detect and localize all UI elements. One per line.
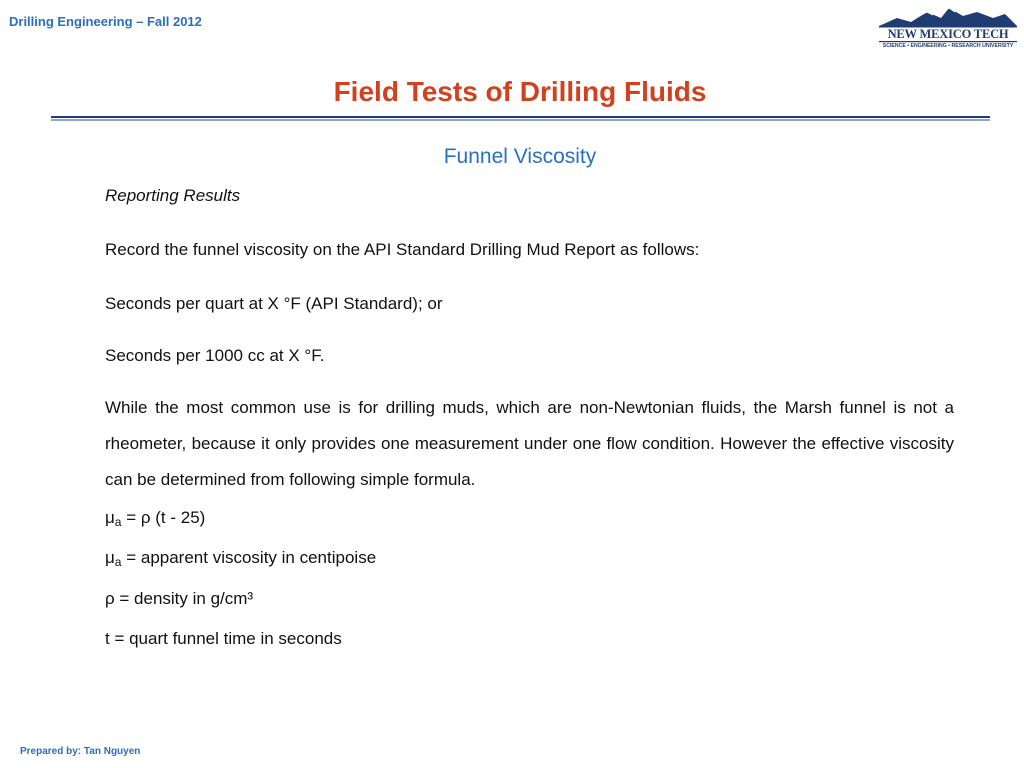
reporting-option-2: Seconds per 1000 cc at X °F. xyxy=(105,346,325,365)
section-heading: Reporting Results xyxy=(105,186,241,205)
logo-tagline: SCIENCE • ENGINEERING • RESEARCH UNIVERSITY xyxy=(882,43,1014,49)
formula-symbol: μ xyxy=(105,508,115,527)
definition-text: = apparent viscosity in centipoise xyxy=(121,548,377,567)
record-instruction: Record the funnel viscosity on the API Standard Drilling Mud Report as follows: xyxy=(105,240,700,259)
slide-subtitle: Funnel Viscosity xyxy=(443,145,597,168)
slide-title: Field Tests of Drilling Fluids xyxy=(333,76,707,107)
definition-symbol: μ xyxy=(105,548,115,567)
formula-subscript: a xyxy=(114,515,122,529)
formula-rhs: = ρ (t - 25) xyxy=(121,508,206,527)
title-divider xyxy=(51,116,990,118)
definition-apparent-viscosity xyxy=(105,548,376,569)
course-header: Drilling Engineering – Fall 2012 xyxy=(9,14,202,29)
viscosity-formula xyxy=(105,508,205,529)
definition-subscript: a xyxy=(114,555,122,569)
definition-funnel-time: t = quart funnel time in seconds xyxy=(105,629,342,648)
reporting-option-1: Seconds per quart at X °F (API Standard); or xyxy=(105,294,443,313)
footer-credit: Prepared by: Tan Nguyen xyxy=(20,746,141,757)
definition-density: ρ = density in g/cm³ xyxy=(105,589,254,608)
explanation-paragraph: While the most common use is for drilling muds, which are non-Newtonian fluids, the Marsh funnel is not a rheometer, because it only provides one measurement under one flow condition. However the effective viscosity can be determined from following simple formula. xyxy=(105,398,954,489)
university-logo xyxy=(877,6,1019,52)
title-divider-light xyxy=(51,119,990,121)
logo-name: NEW MEXICO TECH xyxy=(887,27,1009,41)
